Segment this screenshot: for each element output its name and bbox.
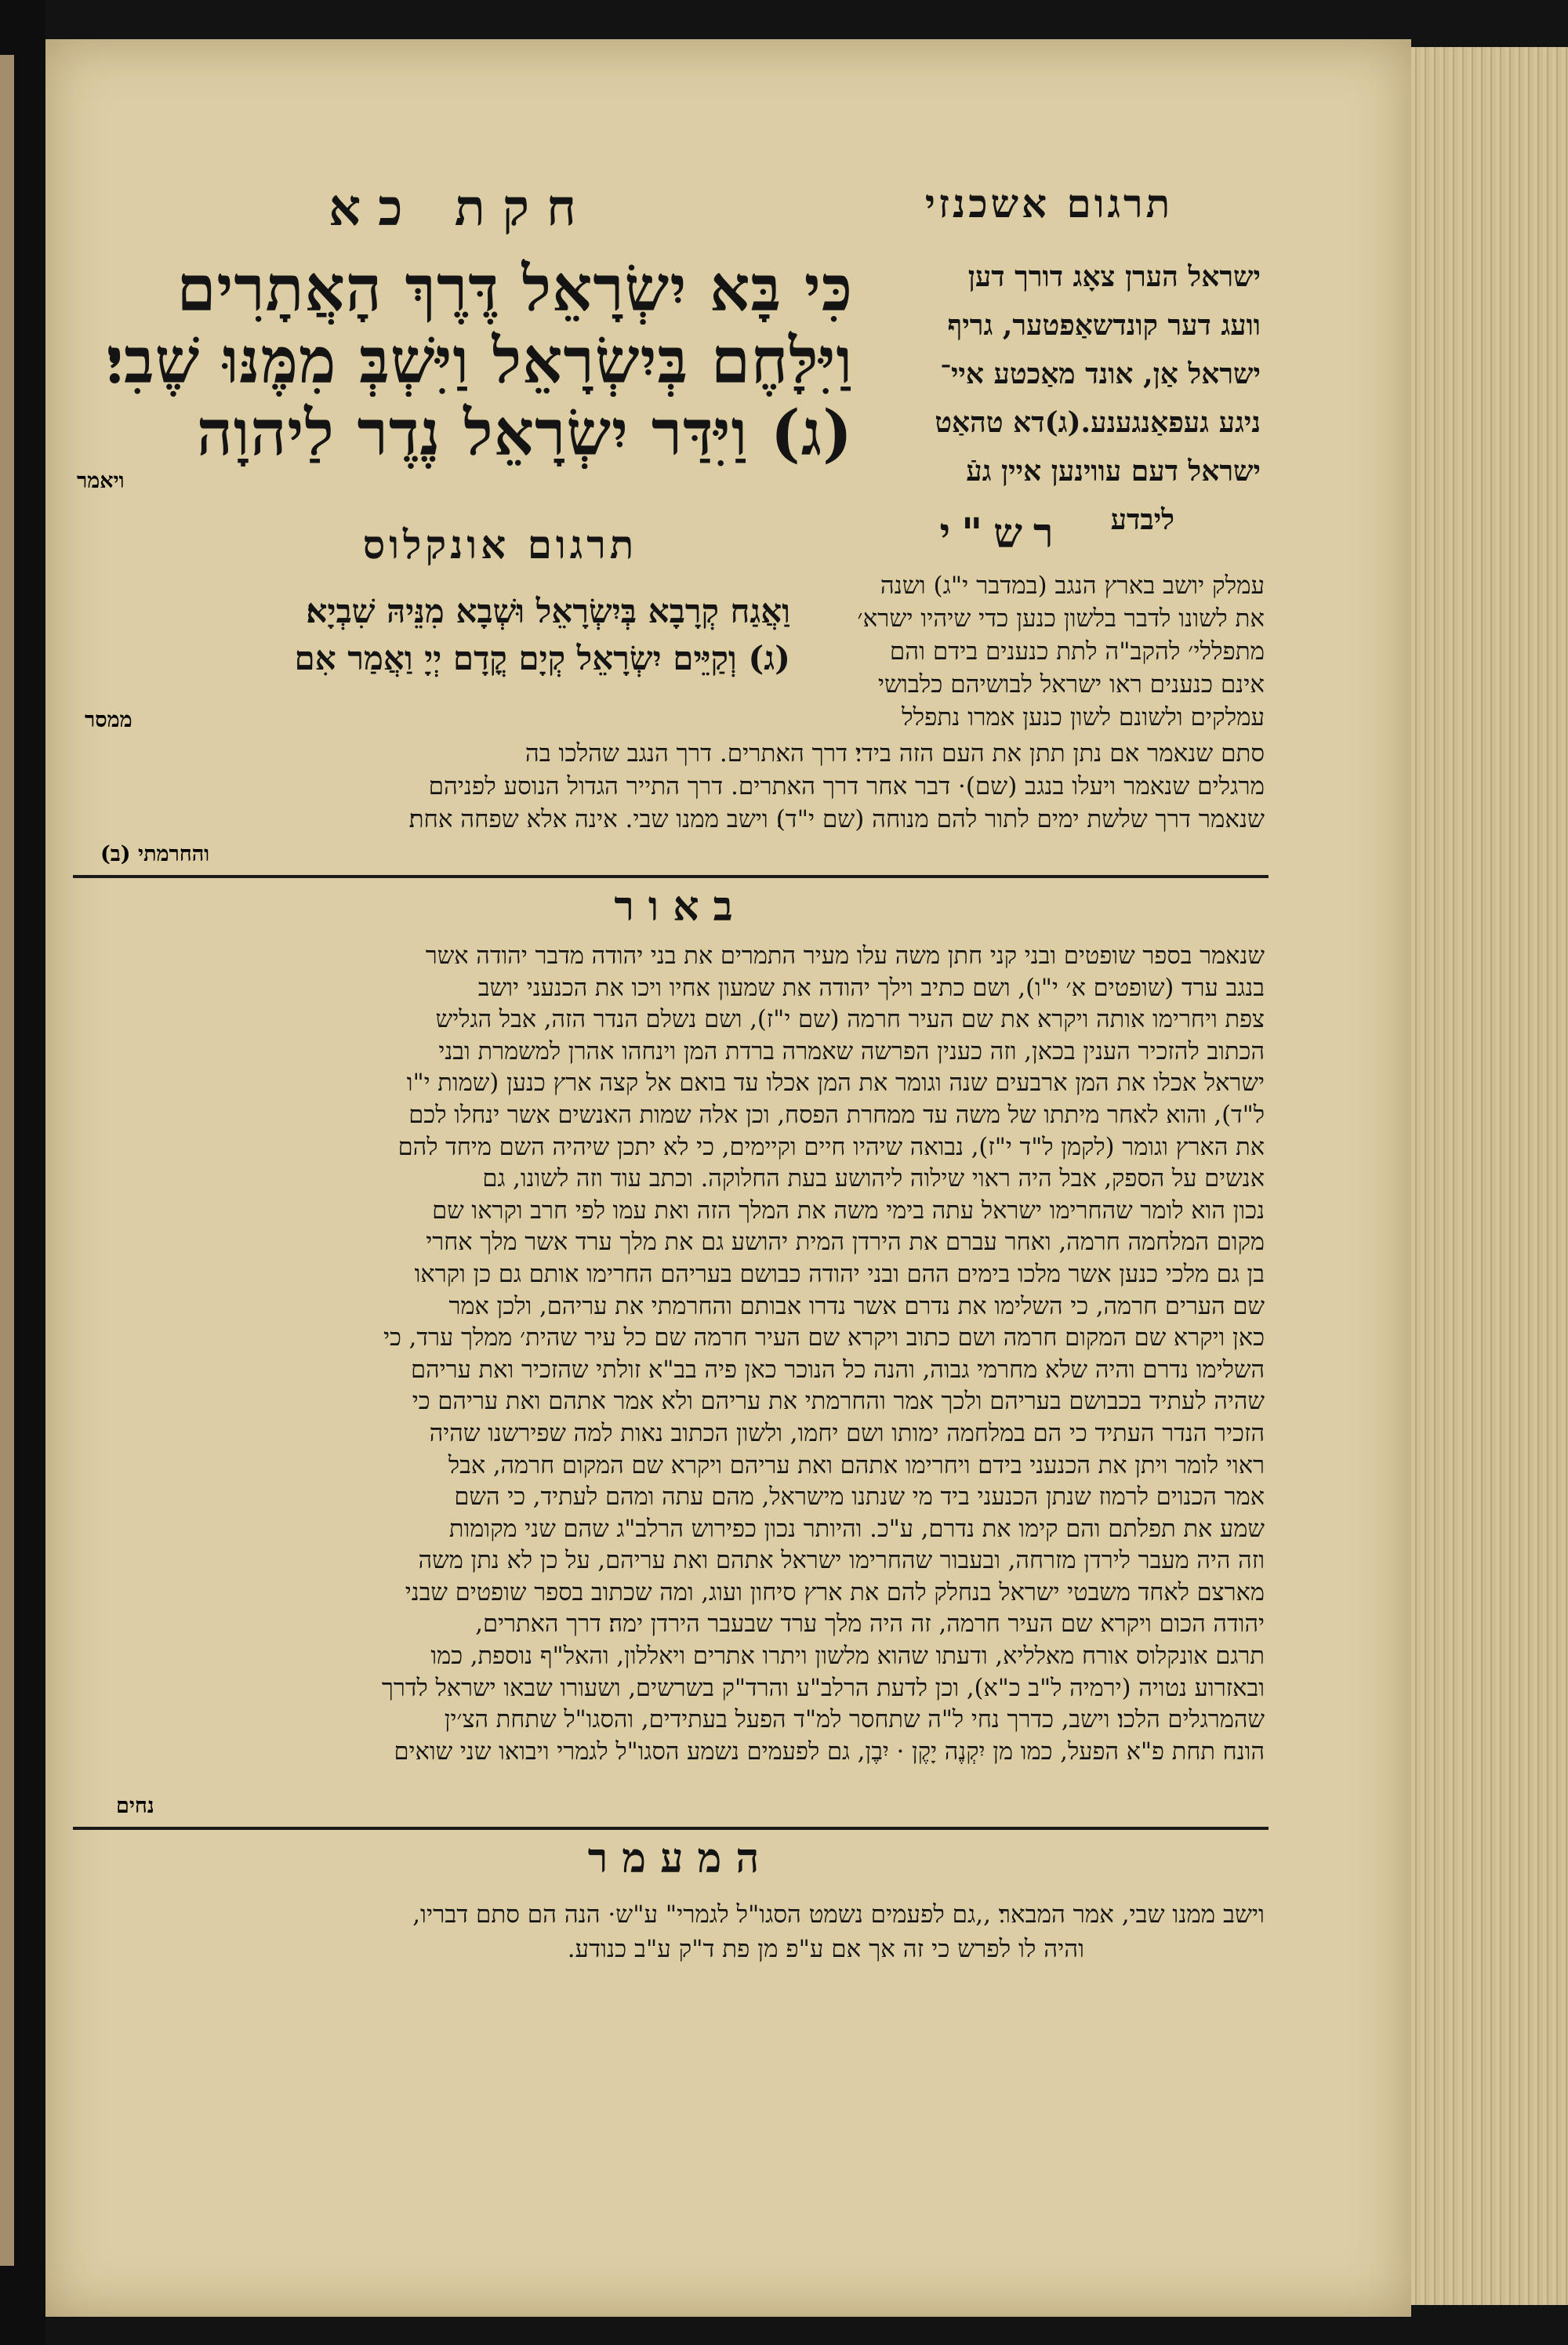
book-page — [45, 39, 1411, 2317]
biur-line: הזכיר הנדר העתיד כי הם במלחמה ימותו ושם יחמו, ולשון הכתוב נאות למה שפירשנו שהיה — [429, 1419, 1265, 1447]
rashi-line: אינם כנענים ראו ישראל לבושיהם כלבושי — [877, 670, 1265, 699]
hameamar-line: והיה לו לפרש כי זה אך אם ע"פ מן פת ד"ק ע"ב כנודע. — [567, 1935, 1084, 1963]
biur-line: שנאמר בספר שופטים ובני קני חתן משה עלו מעיר התמרים את בני יהודה מדבר יהודה אשר — [425, 942, 1265, 970]
biur-line: שהיה לעתיד בכבושם בעריהם ולכך אמר והחרמתי את עריהם ולא אמר אתהם ואת עריהם כי — [412, 1388, 1265, 1416]
yiddish-line: ליבדע — [1110, 503, 1174, 536]
hameamar-note — [77, 1897, 1265, 1966]
onkelos-catchword: ממסר — [85, 708, 132, 732]
verse-line-3: (ג) וַיִּדַּר יִשְׂרָאֵל נֶדֶר לַיהוָה — [196, 397, 853, 469]
rashi-header: רש"י — [939, 510, 1065, 557]
biur-line: בנגב ערד (שופטים א׳ י"ו), ושם כתיב וילך יהודה את שמעון אחיו ויכו את הכנעני יושב — [477, 974, 1265, 1002]
biur-line: אנשים על הספק, אבל היה ראוי שילוה ליהושע בעת החלוקה. וכתב עוד וזה לשונו, גם — [482, 1165, 1265, 1193]
rashi-line: עמלקים ולשונם לשון כנען אמרו נתפלל — [902, 703, 1265, 731]
biur-line: נכון הוא לומר שהחרימו ישראל עתה בימי משה את המלך הזה ואת עמו לפי חרב וקראו שם — [432, 1196, 1265, 1225]
onkelos-text — [77, 588, 790, 682]
onkelos-line: (ג) וְקַיֵּים יִשְׂרָאֵל קְיָם קֳדָם יְיָ וַאֲמַר אִם — [294, 639, 790, 677]
biur-commentary — [77, 941, 1265, 1768]
verse-line-2: וַיִּלָּחֶם בְּיִשְׂרָאֵל וַיִּשְׁבְּ מִמֶּנּוּ שֶׁבִי׃ — [106, 325, 853, 397]
biur-line: ל"ד), והוא לאחר מיתתו של משה עד ממחרת הפסח, וכן אלה שמות האנשים אשר ינחלו לכם — [408, 1101, 1265, 1129]
rashi-line: סתם שנאמר אם נתן תתן את העם הזה בידי׃ דרך האתרים. דרך הנגב שהלכו בה — [524, 739, 1265, 768]
biur-header: באור — [614, 883, 747, 931]
biur-line: ישראל אכלו את המן ארבעים שנה וגומר את המן אכלו עד בואם אל קצה ארץ כנען (שמות י"ו — [406, 1069, 1265, 1098]
rashi-line: שנאמר דרך שלשת ימים לתור להם מנוחה (שם י"ד)׃ וישב ממנו שבי. אינה אלא שפחה אחת׃ — [408, 805, 1265, 833]
verse-block — [77, 252, 853, 469]
yiddish-line: ניגע געפאַנגענע.(ג)דא טהאַט — [935, 406, 1261, 439]
biur-line: שהמרגלים הלכו׃ וישב, כדרך נחי ל"ה שתחסר למ"ד הפעל בעתידים, והסגו"ל שתחת הצ׳ין — [444, 1706, 1265, 1734]
targum-ashkenazi-header: תרגום אשכנזי — [924, 180, 1174, 227]
biur-line: בן גם מלכי כנען אשר מלכו בימים ההם ובני יהודה כבושם בעריהם החרימו אותם גם כן וקראו — [414, 1260, 1265, 1288]
yiddish-line: ישראל הערן צאָג דורך דען — [967, 260, 1261, 293]
verse-line-1: כִּי בָּא יִשְׂרָאֵל דֶּרֶךְ הָאֲתָרִים — [176, 252, 853, 325]
biur-line: כאן ויקרא שם המקום חרמה ושם כתוב ויקרא שם העיר חרמה שם כל עיר שהית׳ ממלך ערד, כי — [383, 1324, 1265, 1352]
rashi-commentary-column — [763, 569, 1265, 734]
biur-line: מארצם לאחד משבטי ישראל בנחלק להם את ארץ סיחון ועוג, ומה שכתוב בספר שופטים שבני — [405, 1578, 1265, 1606]
biur-line: שם הערים חרמה, כי השלימו את נדרם אשר נדרו אבותם והחרמתי את עריהם, ולכן אמר — [448, 1292, 1265, 1320]
onkelos-line: וַאֲגַח קְרָבָא בְּיִשְׂרָאֵל וּשְׁבָא מִנֵּיהּ שִׁבְיָא׃ — [306, 592, 790, 630]
rashi-line: מרגלים שנאמר ויעלו בנגב (שם)· דבר אחר דרך האתרים. דרך התייר הגדול הנוסע לפניהם — [428, 772, 1265, 800]
biur-line: יהודה הכום ויקרא שם העיר חרמה, זה היה מלך ערד שבעבר הירדן ימה׃ דרך האתרים, — [475, 1610, 1265, 1639]
biur-line: ובאזרוע נטויה (ירמיה ל"ב כ"א), וכן לדעת הרלב"ע והרד"ק בשרשים, ושעורו שבאו ישראל לדרך — [381, 1674, 1265, 1702]
rashi-line: מתפללי׳ להקב"ה לתת כנענים בידם והם — [889, 637, 1265, 666]
biur-line: השלימו נדרם והיה שלא מחרמי גבוה, והנה כל הנוכר כאן פיה בב"א זולתי שהזכיר ואת עריהם — [411, 1356, 1265, 1384]
rashi-line: את לשונו לדבר בלשון כנען כדי שיהיו ישרא׳ — [857, 604, 1265, 633]
rashi-line: עמלק יושב בארץ הנגב (במדבר י"ג) ושנה — [880, 572, 1265, 600]
biur-line: וזה היה מעבר לירדן מזרחה, ובעבור שהחרימו ישראל אתהם ואת עריהם, על כן לא נתן משה — [418, 1547, 1265, 1575]
divider-rule — [73, 1827, 1269, 1830]
biur-line: צפת ויחרימו אותה ויקרא את שם העיר חרמה (שם י"ז), ושם נשלם הנדר הזה, אבל הגליש — [435, 1006, 1265, 1034]
biur-line: תרגם אונקלוס אורח מאלליא, ודעתו שהוא מלשון ויתרו אתרים ויאללון, והאל"ף נוספת, כמו — [430, 1643, 1265, 1671]
previous-page-edge — [0, 55, 14, 2266]
verse-catchword: ויאמר — [77, 469, 125, 493]
chapter-header: חקת כא — [328, 179, 593, 238]
divider-rule — [73, 875, 1269, 878]
biur-line: הונח תחת פ"א הפעל, כמו מן יִקְנֶה יָקֶן · יִבֶן, גם לפעמים נשמע הסגו"ל לגמרי ויבואו שני שואים — [394, 1737, 1265, 1766]
page-stack-edges — [1411, 47, 1568, 2305]
biur-line: ראוי לומר ויתן את הכנעני בידם ויחרימו אתהם ואת עריהם ויקרא שם המקום חרמה, אבל — [448, 1451, 1265, 1479]
yiddish-translation — [853, 252, 1261, 544]
targum-onkelos-header: תרגום אונקלוס — [362, 521, 638, 568]
yiddish-line: וועג דער קונדשאַפטער, גריף — [947, 309, 1261, 342]
hameamar-header: המעמר — [587, 1835, 774, 1882]
biur-line: אמר הכנוים לרמוז שנתן הכנעני ביד מי שנתנו מישראל, מהם עתה ומהם לעתיד, כי השם — [454, 1483, 1265, 1512]
yiddish-line: ישראל אַן, אונד מאַכטע איי־ — [940, 358, 1261, 390]
rashi-catchword: (ב) והחרמתי — [100, 842, 210, 866]
biur-line: הכתוב להזכיר הענין בכאן, וזה כענין הפרשה שאמרה ברדת המן וינחהו אהרן למשמרת ובני — [438, 1037, 1265, 1065]
hameamar-line: וישב ממנו שבי, אמר המבאר׃ ,,גם לפעמים נשמט הסגו"ל לגמרי" ע"ש· הנה הם סתם דבריו, — [412, 1900, 1265, 1929]
biur-catchword: נחים — [116, 1794, 154, 1818]
biur-line: את הארץ וגומר (לקמן ל"ד י"ז), נבואה שיהיו חיים וקיימים, כי לא יתכן שיהיה השם מיחד להם — [397, 1133, 1265, 1161]
biur-line: שמע את תפלתם והם קימו את נדרם, ע"כ. והיותר נכון כפירוש הרלב"ג שהם שני מקומות — [448, 1515, 1265, 1543]
yiddish-line: ישראל דעם עווינען איין געֿ — [966, 455, 1261, 488]
biur-line: מקום המלחמה חרמה, ואחר עברם את הירדן המית יהושע גם את מלך ערד אשר מלך אחרי — [426, 1229, 1265, 1257]
rashi-commentary-wide — [77, 737, 1265, 836]
